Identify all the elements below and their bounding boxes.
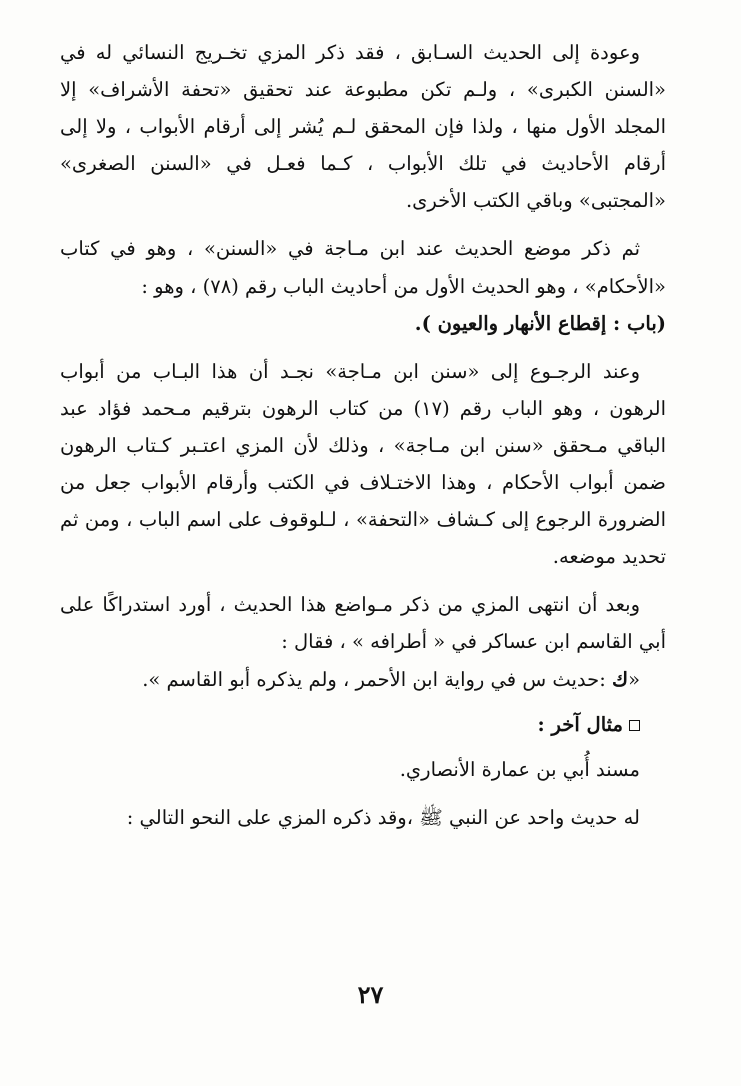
paragraph-6: له حديث واحد عن النبي ﷺ ،وقد ذكره المزي على النحو التالي : — [126, 805, 640, 829]
paragraph-2 — [60, 230, 666, 304]
kaf-symbol: ك — [611, 667, 629, 691]
square-bullet-icon — [629, 720, 640, 731]
paragraph-3: وعند الرجـوع إلى «سنن ابن مـاجة» نجـد أن هذا البـاب من أبواب الرهون ، وهو الباب رقم (١٧) من كتاب الرهون بترقيم مـحمد فؤاد عبد الباقي مـحقق «سنن ابن مـاجة» ، وذلك لأن المزي اعتـبر كـتاب الرهون ضمن أبواب الأحكام ، وهذا الاختـلاف في الكتب وأرقام الأبواب جعل من الضرورة الرجوع إلى كـشاف «التحفة» ، لـلوقوف على اسم الباب ، ومن ثم تحديد موضعه. — [60, 359, 666, 569]
page-number: ٢٧ — [357, 980, 384, 1009]
paragraph-1: وعودة إلى الحديث السـابق ، فقد ذكر المزي تخـريج النسائي له في «السنن الكبرى» ، ولـم تكن مطبوعة عند تحقيق «تحفة الأشراف» إلا المجلد الأول منها ، ولذا فإن المحقق لـم يُشر إلى أرقام الأبواب ، ولا إلى أرقام الأحاديث في تلك الأبواب ، كـما فعـل في «السنن الصغرى» «المجتبى» وباقي الكتب الأخرى. — [60, 41, 666, 213]
bab-heading: (باب : إقطاع الأنهار والعيون ). — [414, 311, 666, 335]
body-text — [60, 34, 666, 847]
paragraph-4: وبعد أن انتهى المزي من ذكر مـواضع هذا الحديث ، أورد استدراكًا على أبي القاسم ابن عساكر في « أطرافه » ، فقال : — [60, 593, 666, 654]
example-heading: مثال آخر : — [537, 712, 623, 736]
example-heading-line — [60, 706, 666, 743]
quote-open-mark: « — [628, 667, 640, 691]
kaf-quote-line: «ك :حديث س في رواية ابن الأحمر ، ولم يذكره أبو القاسم ». — [142, 667, 640, 691]
paragraph-2-text: ثم ذكر موضع الحديث عند ابن مـاجة في «السنن» ، وهو في كتاب «الأحكام» ، وهو الحديث الأول من أحاديث الباب رقم (٧٨) ، وهو : — [60, 237, 666, 298]
paragraph-5: مسند أُبي بن عمارة الأنصاري. — [399, 757, 640, 781]
kaf-quote-text: حديث س في رواية ابن الأحمر ، ولم يذكره أبو القاسم ». — [142, 667, 600, 691]
